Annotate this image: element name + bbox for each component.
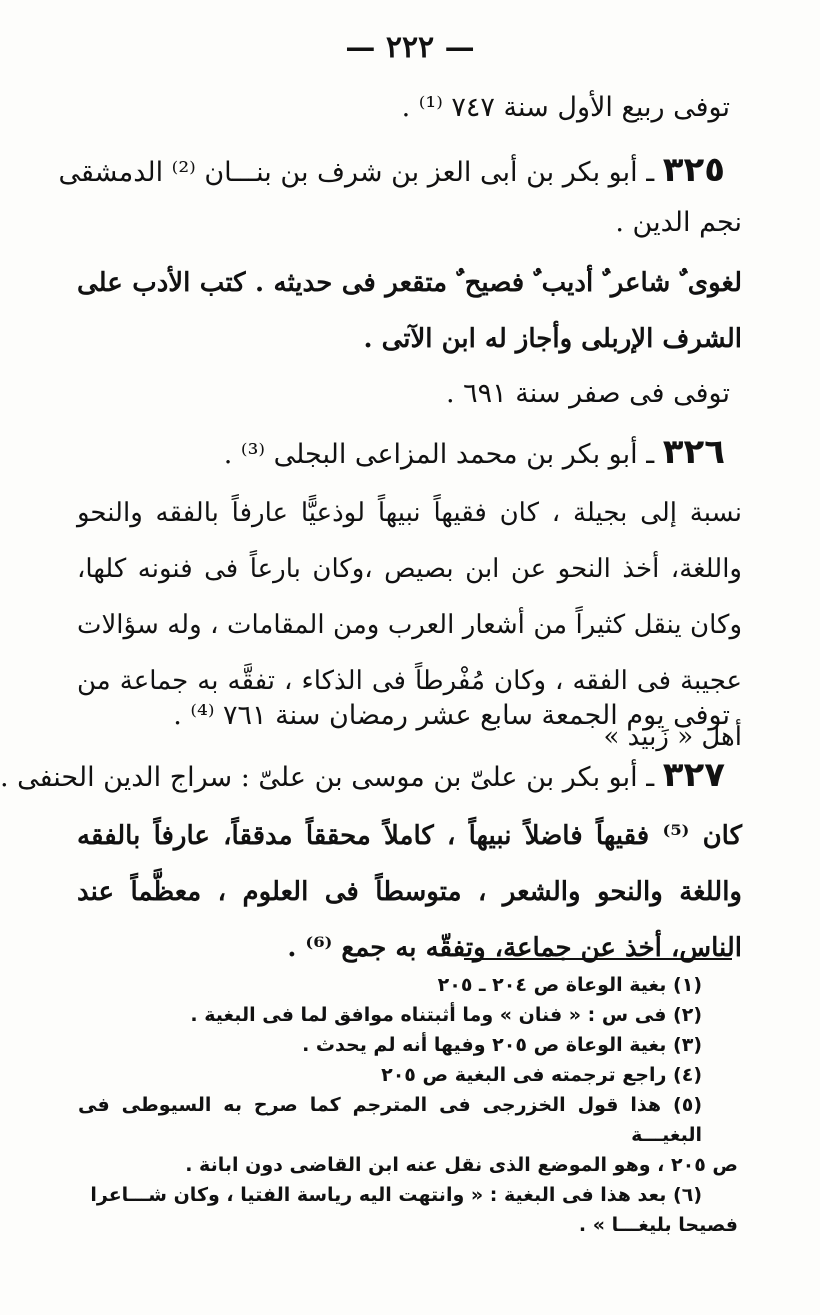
entry-326-name: ـ أبو بكر بن محمد المزاعى البجلى ⁽³⁾ . [223,439,655,470]
entry-325-name-cont: نجم الدين . [615,207,742,238]
footnote-5-cont: ص ٢٠٥ ، وهو الموضع الذى نقل عنه ابن القاضى دون ابانة . [185,1154,738,1176]
entry-number-327: ٣٢٧ [662,755,725,795]
footnote-5: (٥) هذا قول الخزرجى فى المترجم كما صرح به السيوطى فى البغيـــة [78,1094,702,1146]
page-number: — ٢٢٢ — [345,30,475,65]
entry-326-heading [224,432,725,472]
footnote-1: (١) بغية الوعاة ص ٢٠٤ ـ ٢٠٥ [437,974,702,996]
entry-325-description: لغوى ٌ شاعر ٌ أديب ٌ فصيح ٌ متقعر فى حديثه . كتب الأدب على الشرف الإربلى وأجاز له ابن الآتى . [77,268,742,354]
entry-number-325: ٣٢٥ [662,150,725,190]
entry-327-description: كان ⁽⁵⁾ فقيهاً فاضلاً نبيهاً ، كاملاً محققاً مدققاً، عارفاً بالفقه واللغة والنحو والشعر ، متوسطاً فى العلوم ، معظَّماً عند الناس، أخذ عن جماعة، وتفقّه به جمع ⁽⁶⁾ . [77,821,742,963]
footnotes [78,970,738,1240]
footnote-4: (٤) راجع ترجمته فى البغية ص ٢٠٥ [381,1064,702,1086]
entry-327-heading [0,755,725,795]
death-date-line-747: توفى ربيع الأول سنة ٧٤٧ ⁽¹⁾ . [401,92,730,123]
death-date-line-691: توفى فى صفر سنة ٦٩١ . [445,378,730,409]
death-date-line-761: توفى يوم الجمعة سابع عشر رمضان سنة ٧٦١ ⁽⁴⁾ . [173,700,730,731]
entry-326-description: نسبة إلى بجيلة ، كان فقيهاً نبيهاً لوذعيًّا عارفاً بالفقه والنحو واللغة، أخذ النحو عن ابن بصيص ،وكان بارعاً فى فنونه كلها، وكان ينقل كثيراً من أشعار العرب ومن المقامات ، وله سؤالات عجيبة فى الفقه ، وكان مُفْرطاً فى الذكاء ، تفقَّه به جماعة من أهل « زَبيد » [77,498,742,752]
entry-325-name: ـ أبو بكر بن أبى العز بن شرف بن بنـــان ⁽²⁾ الدمشقى [58,157,655,188]
footnote-2: (٢) فى س : « فنان » وما أثبتناه موافق لما فى البغية . [190,1004,702,1026]
entry-number-326: ٣٢٦ [662,432,725,472]
entry-325-heading [58,150,725,190]
footnote-6-cont: فصيحا بليغـــا » . [578,1214,738,1236]
entry-327-name: ـ أبو بكر بن علىّ بن موسى بن علىّ : سراج الدين الحنفى . [0,762,655,793]
footnote-3: (٣) بغية الوعاة ص ٢٠٥ وفيها أنه لم يحدث . [302,1034,702,1056]
footnote-6: (٦) بعد هذا فى البغية : « وانتهت اليه رياسة الفتيا ، وكان شـــاعرا [90,1184,702,1206]
footnote-divider [464,958,732,960]
